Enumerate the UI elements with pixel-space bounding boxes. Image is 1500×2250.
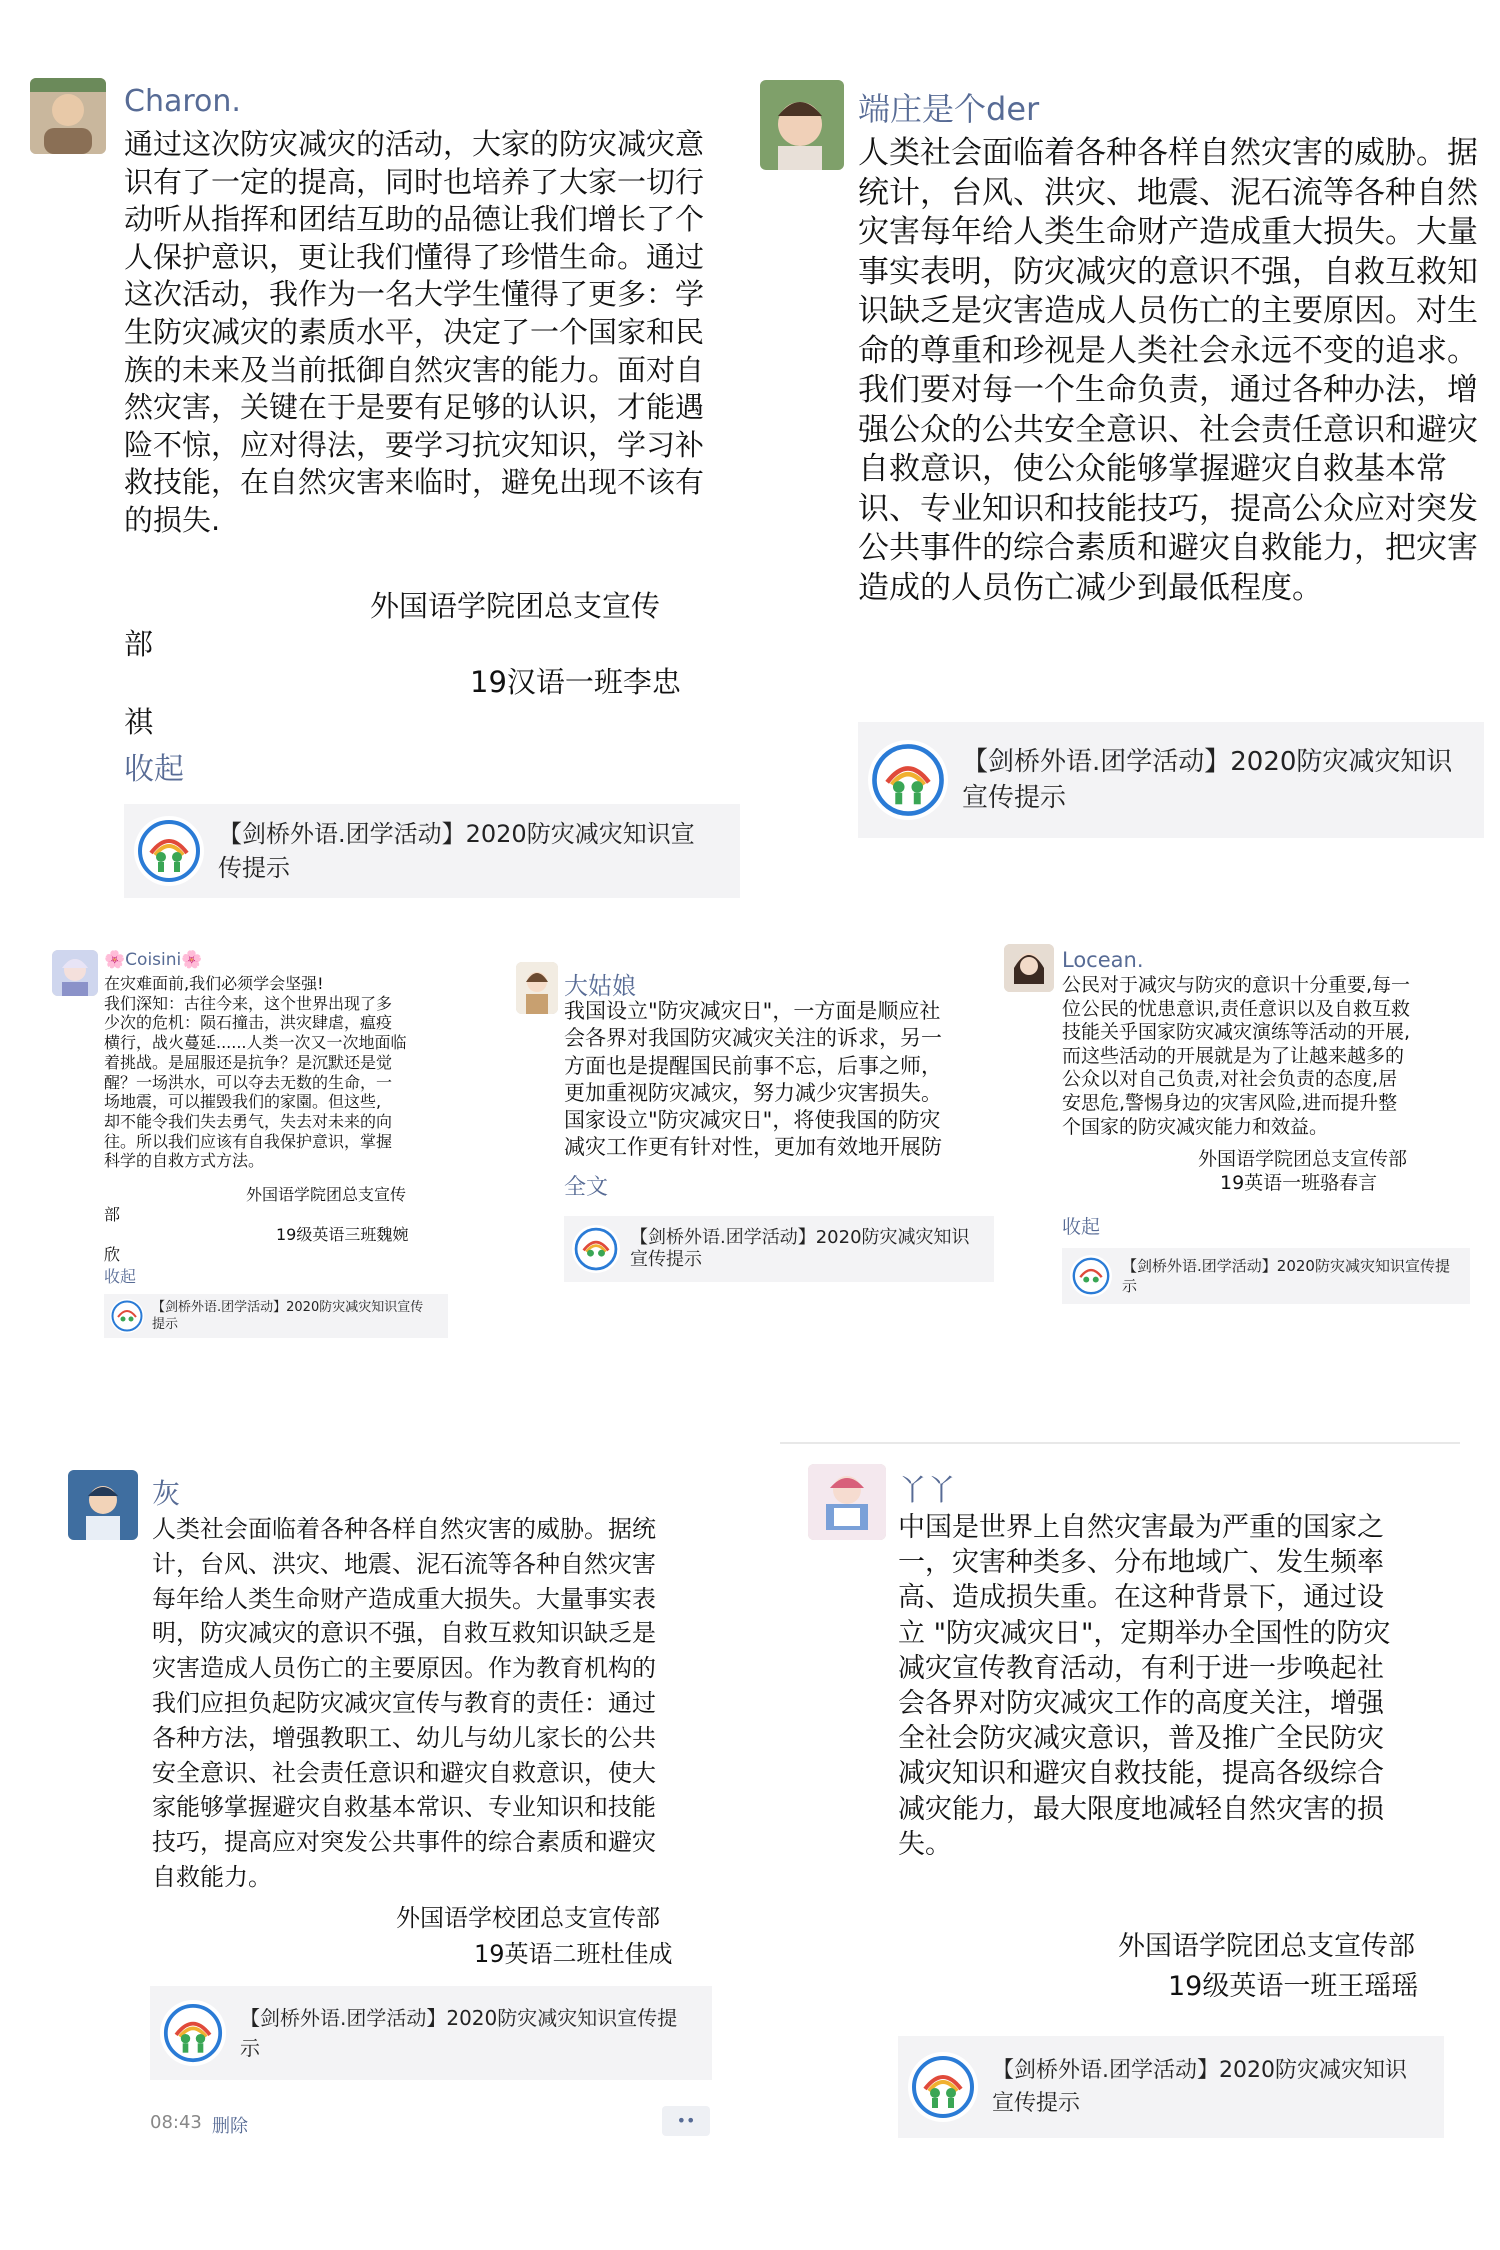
content-line: 技能关乎国家防灾减灾演练等活动的开展, — [1062, 1021, 1411, 1044]
signature-org-cont: 部 — [104, 1205, 121, 1224]
content-line: 一，灾害种类多、分布地域广、发生频率 — [898, 1547, 1384, 1579]
card-title: 【剑桥外语.团学活动】2020防灾减灾知识宣传提示 — [152, 1300, 424, 1332]
signature-author-cont: 祺 — [124, 705, 154, 739]
moment-post-charon — [0, 0, 760, 920]
moment-post-locean — [1000, 930, 1500, 1330]
content-line: 减灾宣传教育活动，有利于进一步唤起社 — [898, 1652, 1384, 1684]
content-line: 家能够掌握避灾自救基本常识、专业知识和技能 — [152, 1793, 656, 1822]
poster-name[interactable]: 大姑娘 — [564, 972, 636, 1000]
post-content — [858, 134, 1484, 608]
content-line: 少次的危机：陨石撞击，洪灾肆虐，瘟疫 — [104, 1013, 393, 1033]
avatar-cartoon-boy-icon[interactable] — [68, 1470, 138, 1540]
post-text: 通过这次防灾减灾的活动，大家的防灾减灾意识有了一定的提高，同时也培养了大家一切行动听从指挥和团结互助的品德让我们增长了个人保护意识，更让我们懂得了珍惜生命。通过这次活动，我作为一名大学生懂得了更多：学生防灾减灾的素质水平，决定了一个国家和民族的未来及当前抵御自然灾害的能力。面对自然灾害，关键在于是要有足够的认识，才能遇险不惊，应对得法，要学习抗灾知识，学习补救技能，在自然灾害来临时，避免出现不该有的损失. — [124, 127, 705, 537]
content-line: 减灾知识和避灾自救技能，提高各级综合 — [898, 1758, 1384, 1790]
content-line: 自救能力。 — [152, 1862, 272, 1891]
avatar-anime-icon[interactable] — [52, 950, 98, 996]
content-line: 却不能令我们失去勇气，失去对未来的向 — [104, 1111, 393, 1131]
content-line: 技巧，提高应对突发公共事件的综合素质和避灾 — [152, 1828, 656, 1857]
content-line: 公民对于减灾与防灾的意识十分重要,每一 — [1062, 974, 1411, 996]
collapse-link[interactable]: 收起 — [124, 752, 184, 787]
post-content — [1062, 974, 1472, 1139]
post-content — [564, 998, 994, 1162]
post-content — [152, 1512, 712, 1895]
content-line: 会各界对防灾减灾工作的高度关注，增强 — [898, 1688, 1384, 1720]
content-line: 失。 — [898, 1828, 952, 1860]
content-line: 我们深知：古往今来，这个世界出现了多 — [104, 993, 393, 1013]
kindness-logo-icon — [110, 1299, 144, 1333]
content-line: 计，台风、洪灾、地震、泥石流等各种自然灾害 — [152, 1549, 656, 1578]
content-line: 人类社会面临着各种各样自然灾害的威胁。据统 — [152, 1515, 656, 1543]
shared-article-card[interactable] — [150, 1986, 712, 2080]
signature-author: 19英语二班杜佳成 — [474, 1940, 673, 1968]
content-line: 立 "防灾减灾日"，定期举办全国性的防灾 — [898, 1617, 1391, 1649]
kindness-logo-icon — [160, 2000, 226, 2066]
moment-post-hui — [0, 1440, 760, 2160]
kindness-logo-icon — [868, 740, 948, 820]
avatar-reading-girl-icon[interactable] — [808, 1464, 886, 1540]
kindness-logo-icon — [134, 816, 204, 886]
card-title: 【剑桥外语.团学活动】2020防灾减灾知识宣传提示 — [240, 2006, 678, 2060]
delete-link[interactable]: 删除 — [212, 2116, 248, 2137]
content-line: 灾害造成人员伤亡的主要原因。作为教育机构的 — [152, 1654, 656, 1683]
signature-org-cont: 部 — [124, 627, 154, 661]
more-options-button[interactable]: •• — [662, 2106, 710, 2136]
card-title: 【剑桥外语.团学活动】2020防灾减灾知识宣传提示 — [1122, 1257, 1450, 1295]
poster-name[interactable]: Charon. — [124, 84, 241, 119]
content-line: 安全意识、社会责任意识和避灾自救意识，使大 — [152, 1758, 656, 1787]
avatar-girl-photo-icon[interactable] — [1004, 944, 1054, 992]
content-line: 国家设立"防灾减灾日"，将使我国的防灾 — [564, 1108, 941, 1133]
content-line: 更加重视防灾减灾，努力减少灾害损失。 — [564, 1080, 942, 1105]
content-line: 各种方法，增强教职工、幼儿与幼儿家长的公共 — [152, 1723, 656, 1752]
post-content — [104, 974, 444, 1171]
avatar-sketch-icon[interactable] — [516, 962, 558, 1014]
content-line: 在灾难面前,我们必须学会坚强! — [104, 974, 324, 993]
content-line: 减灾工作更有针对性，更加有效地开展防 — [564, 1135, 942, 1160]
moment-post-duanzhuang — [760, 0, 1500, 880]
shared-article-card[interactable] — [124, 804, 740, 898]
content-line: 高、造成损失重。在这种背景下，通过设 — [898, 1582, 1384, 1614]
card-title: 【剑桥外语.团学活动】2020防灾减灾知识宣传提示 — [630, 1227, 970, 1270]
poster-name[interactable]: 灰 — [152, 1477, 181, 1510]
content-line: 而这些活动的开展就是为了让越来越多的 — [1062, 1044, 1405, 1067]
poster-name[interactable]: 丫丫 — [898, 1473, 957, 1507]
signature-author: 19级英语一班王瑶瑶 — [1168, 1971, 1419, 2002]
card-title: 【剑桥外语.团学活动】2020防灾减灾知识宣传提示 — [218, 820, 695, 882]
post-text: 人类社会面临着各种各样自然灾害的威胁。据统计，台风、洪灾、地震、泥石流等各种自然灾害每年给人类生命财产造成重大损失。大量事实表明，防灾减灾的意识不强，自救互救知识缺乏是灾害造成人员伤亡的主要原因。对生命的尊重和珍视是人类社会永远不变的追求。我们要对每一个生命负责，通过各种办法，增强公众的公共安全意识、社会责任意识和避灾自救意识，使公众能够掌握避灾自救基本常识、专业知识和技能技巧，提高公众应对突发公共事件的综合素质和避灾自救能力，把灾害造成的人员伤亡减少到最低程度。 — [858, 135, 1478, 606]
poster-name[interactable]: 🌸Coisini🌸 — [104, 950, 203, 970]
signature-org: 外国语学院团总支宣传部 — [1118, 1931, 1415, 1962]
collapse-link[interactable]: 收起 — [104, 1267, 137, 1286]
signature-author: 19英语一班骆春言 — [1220, 1172, 1378, 1194]
moment-post-coisini — [0, 930, 500, 1350]
signature-org: 外国语学院团总支宣传部 — [1198, 1148, 1408, 1170]
content-line: 科学的自救方式方法。 — [104, 1151, 265, 1171]
card-title: 【剑桥外语.团学活动】2020防灾减灾知识宣传提示 — [962, 747, 1453, 813]
shared-article-card[interactable] — [858, 722, 1484, 838]
content-line: 我们应担负起防灾减灾宣传与教育的责任：通过 — [152, 1688, 656, 1717]
post-content — [898, 1510, 1458, 1862]
kindness-logo-icon — [1070, 1255, 1112, 1297]
signature-org: 外国语学校团总支宣传部 — [396, 1904, 660, 1932]
signature-org: 外国语学院团总支宣传 — [246, 1185, 407, 1204]
moment-post-daguniang — [500, 930, 1000, 1310]
shared-article-card[interactable] — [1062, 1248, 1470, 1304]
content-line: 着挑战。是屈服还是抗争？是沉默还是觉 — [104, 1052, 393, 1072]
moment-post-yaya — [780, 1440, 1500, 2160]
post-time: 08:43 — [150, 2112, 202, 2133]
content-line: 横行，战火蔓延......人类一次又一次地面临 — [104, 1033, 407, 1053]
content-line: 个国家的防灾减灾能力和效益。 — [1062, 1115, 1329, 1138]
content-line: 往。所以我们应该有自我保护意识，掌握 — [104, 1131, 393, 1151]
content-line: 场地震，可以摧毁我们的家園。但这些, — [104, 1092, 382, 1112]
collapse-link[interactable]: 收起 — [1062, 1216, 1101, 1238]
content-line: 会各界对我国防灾减灾关注的诉求，另一 — [564, 1026, 942, 1051]
signature-author: 19级英语三班魏婉 — [276, 1225, 409, 1244]
avatar-photo-icon[interactable] — [30, 78, 106, 154]
content-line: 醒？一场洪水，可以夺去无数的生命，一 — [104, 1072, 393, 1092]
content-line: 每年给人类生命财产造成重大损失。大量事实表 — [152, 1584, 656, 1613]
poster-name[interactable]: 端庄是个der — [858, 90, 1040, 128]
content-line: 位公民的忧患意识,责任意识以及自救互救 — [1062, 997, 1411, 1020]
signature-author: 19汉语一班李忠 — [470, 665, 681, 699]
kindness-logo-icon — [908, 2052, 978, 2122]
shared-article-card[interactable] — [564, 1216, 994, 1282]
shared-article-card[interactable] — [898, 2036, 1444, 2138]
content-line: 安思危,警惕身边的灾害风险,进而提升整 — [1062, 1091, 1398, 1114]
kindness-logo-icon — [572, 1225, 620, 1273]
content-line: 公众以对自己负责,对社会负责的态度,居 — [1062, 1068, 1398, 1091]
signature-org: 外国语学院团总支宣传 — [370, 589, 661, 623]
content-line: 方面也是提醒国民前事不忘，后事之师， — [564, 1053, 942, 1078]
shared-article-card[interactable] — [104, 1294, 448, 1338]
signature-author-cont: 欣 — [104, 1245, 121, 1264]
avatar-child-photo-icon[interactable] — [760, 80, 844, 170]
content-line: 明，防灾减灾的意识不强，自救互救知识缺乏是 — [152, 1619, 656, 1648]
poster-name[interactable]: Locean. — [1062, 948, 1144, 972]
content-line: 我国设立"防灾减灾日"，一方面是顺应社 — [564, 999, 941, 1023]
content-line: 全社会防灾减灾意识，普及推广全民防灾 — [898, 1723, 1384, 1755]
content-line: 中国是世界上自然灾害最为严重的国家之 — [898, 1512, 1384, 1543]
card-title: 【剑桥外语.团学活动】2020防灾减灾知识宣传提示 — [992, 2058, 1407, 2116]
content-line: 减灾能力，最大限度地减轻自然灾害的损 — [898, 1793, 1384, 1825]
expand-link[interactable]: 全文 — [564, 1175, 609, 1200]
post-content — [124, 126, 714, 540]
